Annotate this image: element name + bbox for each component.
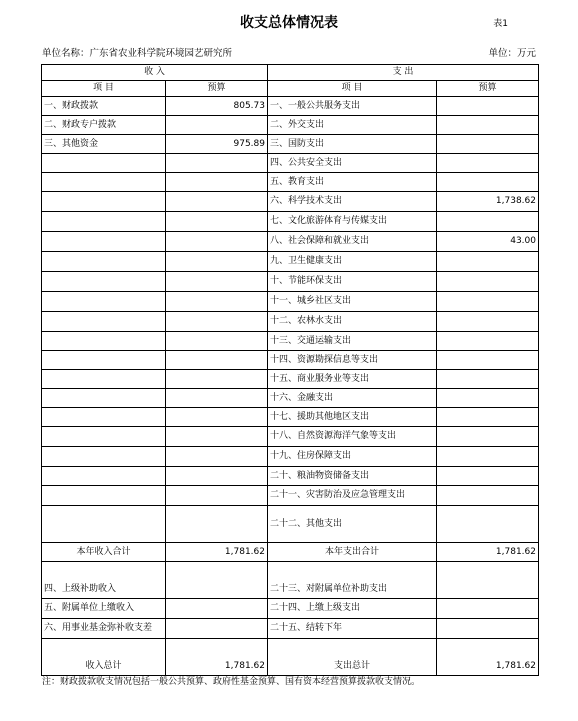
table-row: [42, 312, 539, 332]
table-row: [42, 447, 539, 467]
expense-value-cell: 1,738.62: [437, 192, 539, 212]
expense-value-cell: [437, 408, 539, 427]
income-value-cell: [166, 562, 268, 599]
expense-value-cell: [437, 389, 539, 408]
expense-item-cell: 二十三、对附属单位补助支出: [268, 562, 437, 599]
income-item-cell: [42, 389, 166, 408]
table-header-row: [42, 65, 539, 81]
table-row: [42, 467, 539, 486]
table-row: [42, 506, 539, 543]
income-item-cell: [42, 447, 166, 467]
income-value-cell: [166, 408, 268, 427]
table-row: [42, 599, 539, 619]
currency-unit: 单位：万元: [488, 48, 536, 59]
income-value-cell: 805.73: [166, 97, 268, 116]
expense-item-cell: 二十五、结转下年: [268, 619, 437, 639]
table-row: [42, 332, 539, 351]
expense-item-cell: 六、科学技术支出: [268, 192, 437, 212]
expense-value-cell: [437, 292, 539, 312]
expense-value-cell: [437, 486, 539, 506]
expense-budget-header: 预算: [437, 81, 539, 97]
expense-value-cell: [437, 116, 539, 135]
table-row: [42, 192, 539, 212]
income-item-cell: [42, 351, 166, 370]
expense-item-header: 项 目: [268, 81, 437, 97]
income-value-cell: [166, 173, 268, 192]
table-row: [42, 427, 539, 447]
income-item-header: 项 目: [42, 81, 166, 97]
expense-item-cell: 本年支出合计: [268, 543, 437, 562]
expense-value-cell: [437, 351, 539, 370]
income-item-cell: [42, 252, 166, 272]
expense-item-cell: 十七、援助其他地区支出: [268, 408, 437, 427]
table-row: [42, 173, 539, 192]
expense-value-cell: [437, 506, 539, 543]
expense-value-cell: [437, 173, 539, 192]
subtotal-row: [42, 543, 539, 562]
expense-item-cell: 八、社会保障和就业支出: [268, 232, 437, 252]
table-row: [42, 272, 539, 292]
expense-item-cell: 五、教育支出: [268, 173, 437, 192]
income-value-cell: 1,781.62: [166, 543, 268, 562]
income-value-cell: [166, 212, 268, 232]
table-subheader-row: [42, 81, 539, 97]
income-value-cell: [166, 292, 268, 312]
income-value-cell: [166, 312, 268, 332]
income-item-cell: [42, 292, 166, 312]
expense-item-cell: 十三、交通运输支出: [268, 332, 437, 351]
table-row: [42, 232, 539, 252]
table-row: [42, 135, 539, 154]
income-value-cell: [166, 351, 268, 370]
income-item-cell: [42, 486, 166, 506]
page-title: 收支总体情况表: [240, 15, 338, 31]
expense-value-cell: [437, 599, 539, 619]
table-row: [42, 212, 539, 232]
income-item-cell: 六、用事业基金弥补收支差: [42, 619, 166, 639]
table-row: [42, 486, 539, 506]
table-row: [42, 154, 539, 173]
expense-item-cell: 二十二、其他支出: [268, 506, 437, 543]
expense-value-cell: [437, 252, 539, 272]
income-item-cell: [42, 370, 166, 389]
income-item-cell: 一、财政拨款: [42, 97, 166, 116]
income-value-cell: 1,781.62: [166, 639, 268, 676]
budget-table: [41, 64, 539, 676]
income-item-cell: [42, 427, 166, 447]
table-row: [42, 370, 539, 389]
income-budget-header: 预算: [166, 81, 268, 97]
income-item-cell: [42, 272, 166, 292]
income-value-cell: [166, 116, 268, 135]
expense-item-cell: 支出总计: [268, 639, 437, 676]
income-item-cell: [42, 312, 166, 332]
income-item-cell: [42, 173, 166, 192]
expense-item-cell: 一、一般公共服务支出: [268, 97, 437, 116]
table-row: [42, 116, 539, 135]
income-item-cell: [42, 232, 166, 252]
income-item-cell: [42, 212, 166, 232]
expense-value-cell: 1,781.62: [437, 543, 539, 562]
expense-value-cell: [437, 312, 539, 332]
expense-value-cell: 1,781.62: [437, 639, 539, 676]
expense-value-cell: [437, 370, 539, 389]
income-value-cell: 975.89: [166, 135, 268, 154]
expense-header: 支 出: [268, 65, 539, 81]
income-value-cell: [166, 599, 268, 619]
income-value-cell: [166, 447, 268, 467]
expense-value-cell: [437, 427, 539, 447]
expense-item-cell: 十六、金融支出: [268, 389, 437, 408]
expense-value-cell: [437, 562, 539, 599]
expense-item-cell: 七、文化旅游体育与传媒支出: [268, 212, 437, 232]
income-value-cell: [166, 506, 268, 543]
expense-item-cell: 二十、粮油物资储备支出: [268, 467, 437, 486]
expense-item-cell: 三、国防支出: [268, 135, 437, 154]
expense-item-cell: 二十四、上缴上级支出: [268, 599, 437, 619]
income-value-cell: [166, 332, 268, 351]
income-item-cell: [42, 154, 166, 173]
expense-item-cell: 十五、商业服务业等支出: [268, 370, 437, 389]
expense-item-cell: 十二、农林水支出: [268, 312, 437, 332]
expense-value-cell: [437, 97, 539, 116]
income-value-cell: [166, 154, 268, 173]
income-item-cell: 四、上级补助收入: [42, 562, 166, 599]
table-row: [42, 252, 539, 272]
expense-value-cell: [437, 332, 539, 351]
expense-item-cell: 十四、资源勘探信息等支出: [268, 351, 437, 370]
expense-value-cell: [437, 619, 539, 639]
income-value-cell: [166, 232, 268, 252]
income-value-cell: [166, 192, 268, 212]
table-row: [42, 408, 539, 427]
income-value-cell: [166, 252, 268, 272]
total-row: [42, 639, 539, 676]
expense-value-cell: [437, 447, 539, 467]
income-item-cell: [42, 332, 166, 351]
income-item-cell: 五、附属单位上缴收入: [42, 599, 166, 619]
table-number: 表1: [493, 19, 508, 29]
income-value-cell: [166, 427, 268, 447]
expense-value-cell: 43.00: [437, 232, 539, 252]
income-item-cell: [42, 192, 166, 212]
income-value-cell: [166, 370, 268, 389]
income-item-cell: 收入总计: [42, 639, 166, 676]
expense-value-cell: [437, 154, 539, 173]
table-row: [42, 292, 539, 312]
expense-item-cell: 二、外交支出: [268, 116, 437, 135]
expense-value-cell: [437, 135, 539, 154]
income-item-cell: [42, 408, 166, 427]
expense-value-cell: [437, 212, 539, 232]
table-row: [42, 389, 539, 408]
expense-item-cell: 二十一、灾害防治及应急管理支出: [268, 486, 437, 506]
table-row: [42, 97, 539, 116]
expense-item-cell: 十九、住房保障支出: [268, 447, 437, 467]
expense-value-cell: [437, 467, 539, 486]
income-header: 收 入: [42, 65, 268, 81]
expense-item-cell: 十、节能环保支出: [268, 272, 437, 292]
income-item-cell: [42, 506, 166, 543]
income-value-cell: [166, 619, 268, 639]
income-value-cell: [166, 486, 268, 506]
income-item-cell: [42, 467, 166, 486]
income-value-cell: [166, 272, 268, 292]
table-row: [42, 619, 539, 639]
income-value-cell: [166, 389, 268, 408]
expense-item-cell: 十一、城乡社区支出: [268, 292, 437, 312]
unit-name: 单位名称：广东省农业科学院环境园艺研究所: [42, 48, 233, 59]
table-row: [42, 562, 539, 599]
expense-value-cell: [437, 272, 539, 292]
income-item-cell: 二、财政专户拨款: [42, 116, 166, 135]
expense-item-cell: 九、卫生健康支出: [268, 252, 437, 272]
income-value-cell: [166, 467, 268, 486]
income-item-cell: 本年收入合计: [42, 543, 166, 562]
expense-item-cell: 四、公共安全支出: [268, 154, 437, 173]
table-row: [42, 351, 539, 370]
footnote: 注：财政拨款收支情况包括一般公共预算、政府性基金预算、国有资本经营预算拨款收支情况。: [42, 677, 421, 687]
expense-item-cell: 十八、自然资源海洋气象等支出: [268, 427, 437, 447]
income-item-cell: 三、其他资金: [42, 135, 166, 154]
